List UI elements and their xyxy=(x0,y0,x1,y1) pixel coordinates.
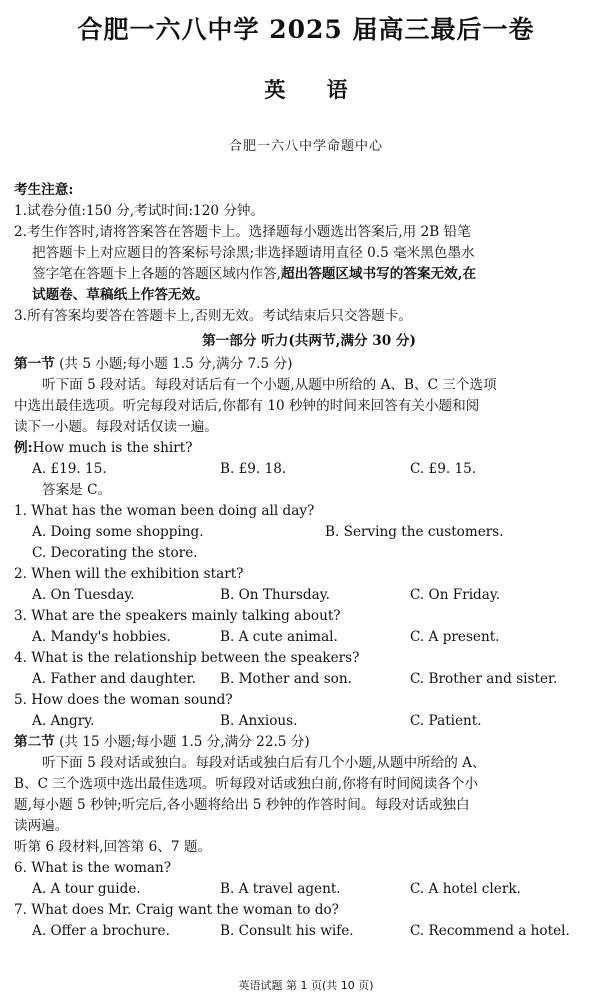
options xyxy=(14,921,604,942)
option: C. Decorating the store. xyxy=(32,545,198,561)
notice-line: 3.所有答案均要答在答题卡上,否则无效。考试结束后只交答题卡。 xyxy=(14,308,412,324)
question: 6. What is the woman? xyxy=(14,860,171,876)
option: A. On Tuesday. xyxy=(32,587,135,603)
instruction-line: 读两遍。 xyxy=(14,818,69,834)
question: 3. What are the speakers mainly talking about? xyxy=(14,608,341,624)
notice-line: 1.试卷分值:150 分,考试时间:120 分钟。 xyxy=(14,203,265,219)
notice-line: 2.考生作答时,请将答案答在答题卡上。选择题每小题选出答案后,用 2B 铅笔 xyxy=(14,224,471,240)
section-heading xyxy=(14,732,604,753)
options xyxy=(14,522,604,543)
example-text: How much is the shirt? xyxy=(32,440,193,456)
option: B. On Thursday. xyxy=(220,587,330,603)
question: 7. What does Mr. Craig want the woman to do? xyxy=(14,902,339,918)
option: C. £9. 15. xyxy=(410,461,477,477)
option: A. Offer a brochure. xyxy=(32,923,170,939)
example-answer: 答案是 C。 xyxy=(42,482,112,498)
options xyxy=(14,627,604,648)
notice-bold-text: 超出答题区域书写的答案无效,在 xyxy=(281,266,477,282)
example-label: 例: xyxy=(14,440,33,456)
exam-title: 合肥一六八中学 2025 届高三最后一卷 xyxy=(77,15,535,44)
notice-text: 签字笔在答题卡上各题的答题区域内作答, xyxy=(32,266,282,282)
option: C. A hotel clerk. xyxy=(410,881,521,897)
options xyxy=(14,879,604,900)
option: C. A present. xyxy=(410,629,500,645)
instruction-line: 听下面 5 段对话。每段对话后有一个小题,从题中所给的 A、B、C 三个选项 xyxy=(42,377,497,393)
option: A. A tour guide. xyxy=(32,881,141,897)
option: B. Anxious. xyxy=(220,713,298,729)
option: B. A travel agent. xyxy=(220,881,341,897)
option: B. Mother and son. xyxy=(220,671,352,687)
section-label: 第二节 xyxy=(14,734,55,750)
notice-line xyxy=(14,264,604,285)
instruction-line: 听下面 5 段对话或独白。每段对话或独白后有几个小题,从题中所给的 A、 xyxy=(42,755,486,771)
option: A. Doing some shopping. xyxy=(32,524,204,540)
question: 1. What has the woman been doing all day? xyxy=(14,503,315,519)
option: B. Serving the customers. xyxy=(325,524,504,540)
options xyxy=(14,585,604,606)
exam-body xyxy=(14,180,604,942)
options xyxy=(14,711,604,732)
instruction-line: 读下一小题。每段对话仅读一遍。 xyxy=(14,419,218,435)
option: B. £9. 18. xyxy=(220,461,287,477)
question: 2. When will the exhibition start? xyxy=(14,566,244,582)
section-heading xyxy=(14,354,604,375)
example-options xyxy=(14,459,604,480)
section-info: (共 5 小题;每小题 1.5 分,满分 7.5 分) xyxy=(59,356,293,372)
notice-line: 把答题卡上对应题目的答案标号涂黑;非选择题请用直径 0.5 毫米黑色墨水 xyxy=(32,245,475,261)
option: A. Father and daughter. xyxy=(32,671,196,687)
issuer: 合肥一六八中学命题中心 xyxy=(228,139,383,154)
example-question xyxy=(14,438,604,459)
option: B. Consult his wife. xyxy=(220,923,354,939)
notice-heading: 考生注意: xyxy=(14,182,74,198)
option: A. £19. 15. xyxy=(32,461,107,477)
notice-line: 试题卷、草稿纸上作答无效。 xyxy=(32,287,209,303)
option: C. Recommend a hotel. xyxy=(410,923,570,939)
options xyxy=(14,669,604,690)
section-label: 第一节 xyxy=(14,356,55,372)
option: C. On Friday. xyxy=(410,587,501,603)
question: 5. How does the woman sound? xyxy=(14,692,233,708)
instruction-line: 中选出最佳选项。听完每段对话后,你都有 10 秒钟的时间来回答有关小题和阅 xyxy=(14,398,480,414)
section-info: (共 15 小题;每小题 1.5 分,满分 22.5 分) xyxy=(59,734,310,750)
part-heading: 第一部分 听力(共两节,满分 30 分) xyxy=(202,333,416,349)
option: A. Mandy's hobbies. xyxy=(32,629,171,645)
option: C. Brother and sister. xyxy=(410,671,558,687)
material-heading: 听第 6 段材料,回答第 6、7 题。 xyxy=(14,839,212,855)
question: 4. What is the relationship between the speakers? xyxy=(14,650,360,666)
option: C. Patient. xyxy=(410,713,482,729)
subject-title: 英 语 xyxy=(264,77,348,102)
option: B. A cute animal. xyxy=(220,629,338,645)
instruction-line: B、C 三个选项中选出最佳选项。听每段对话或独白前,你将有时间阅读各个小 xyxy=(14,776,479,792)
option: A. Angry. xyxy=(32,713,95,729)
instruction-line: 题,每小题 5 秒钟;听完后,各小题将给出 5 秒钟的作答时间。每段对话或独白 xyxy=(14,797,470,813)
page-footer: 英语试题 第 1 页(共 10 页) xyxy=(238,979,374,992)
